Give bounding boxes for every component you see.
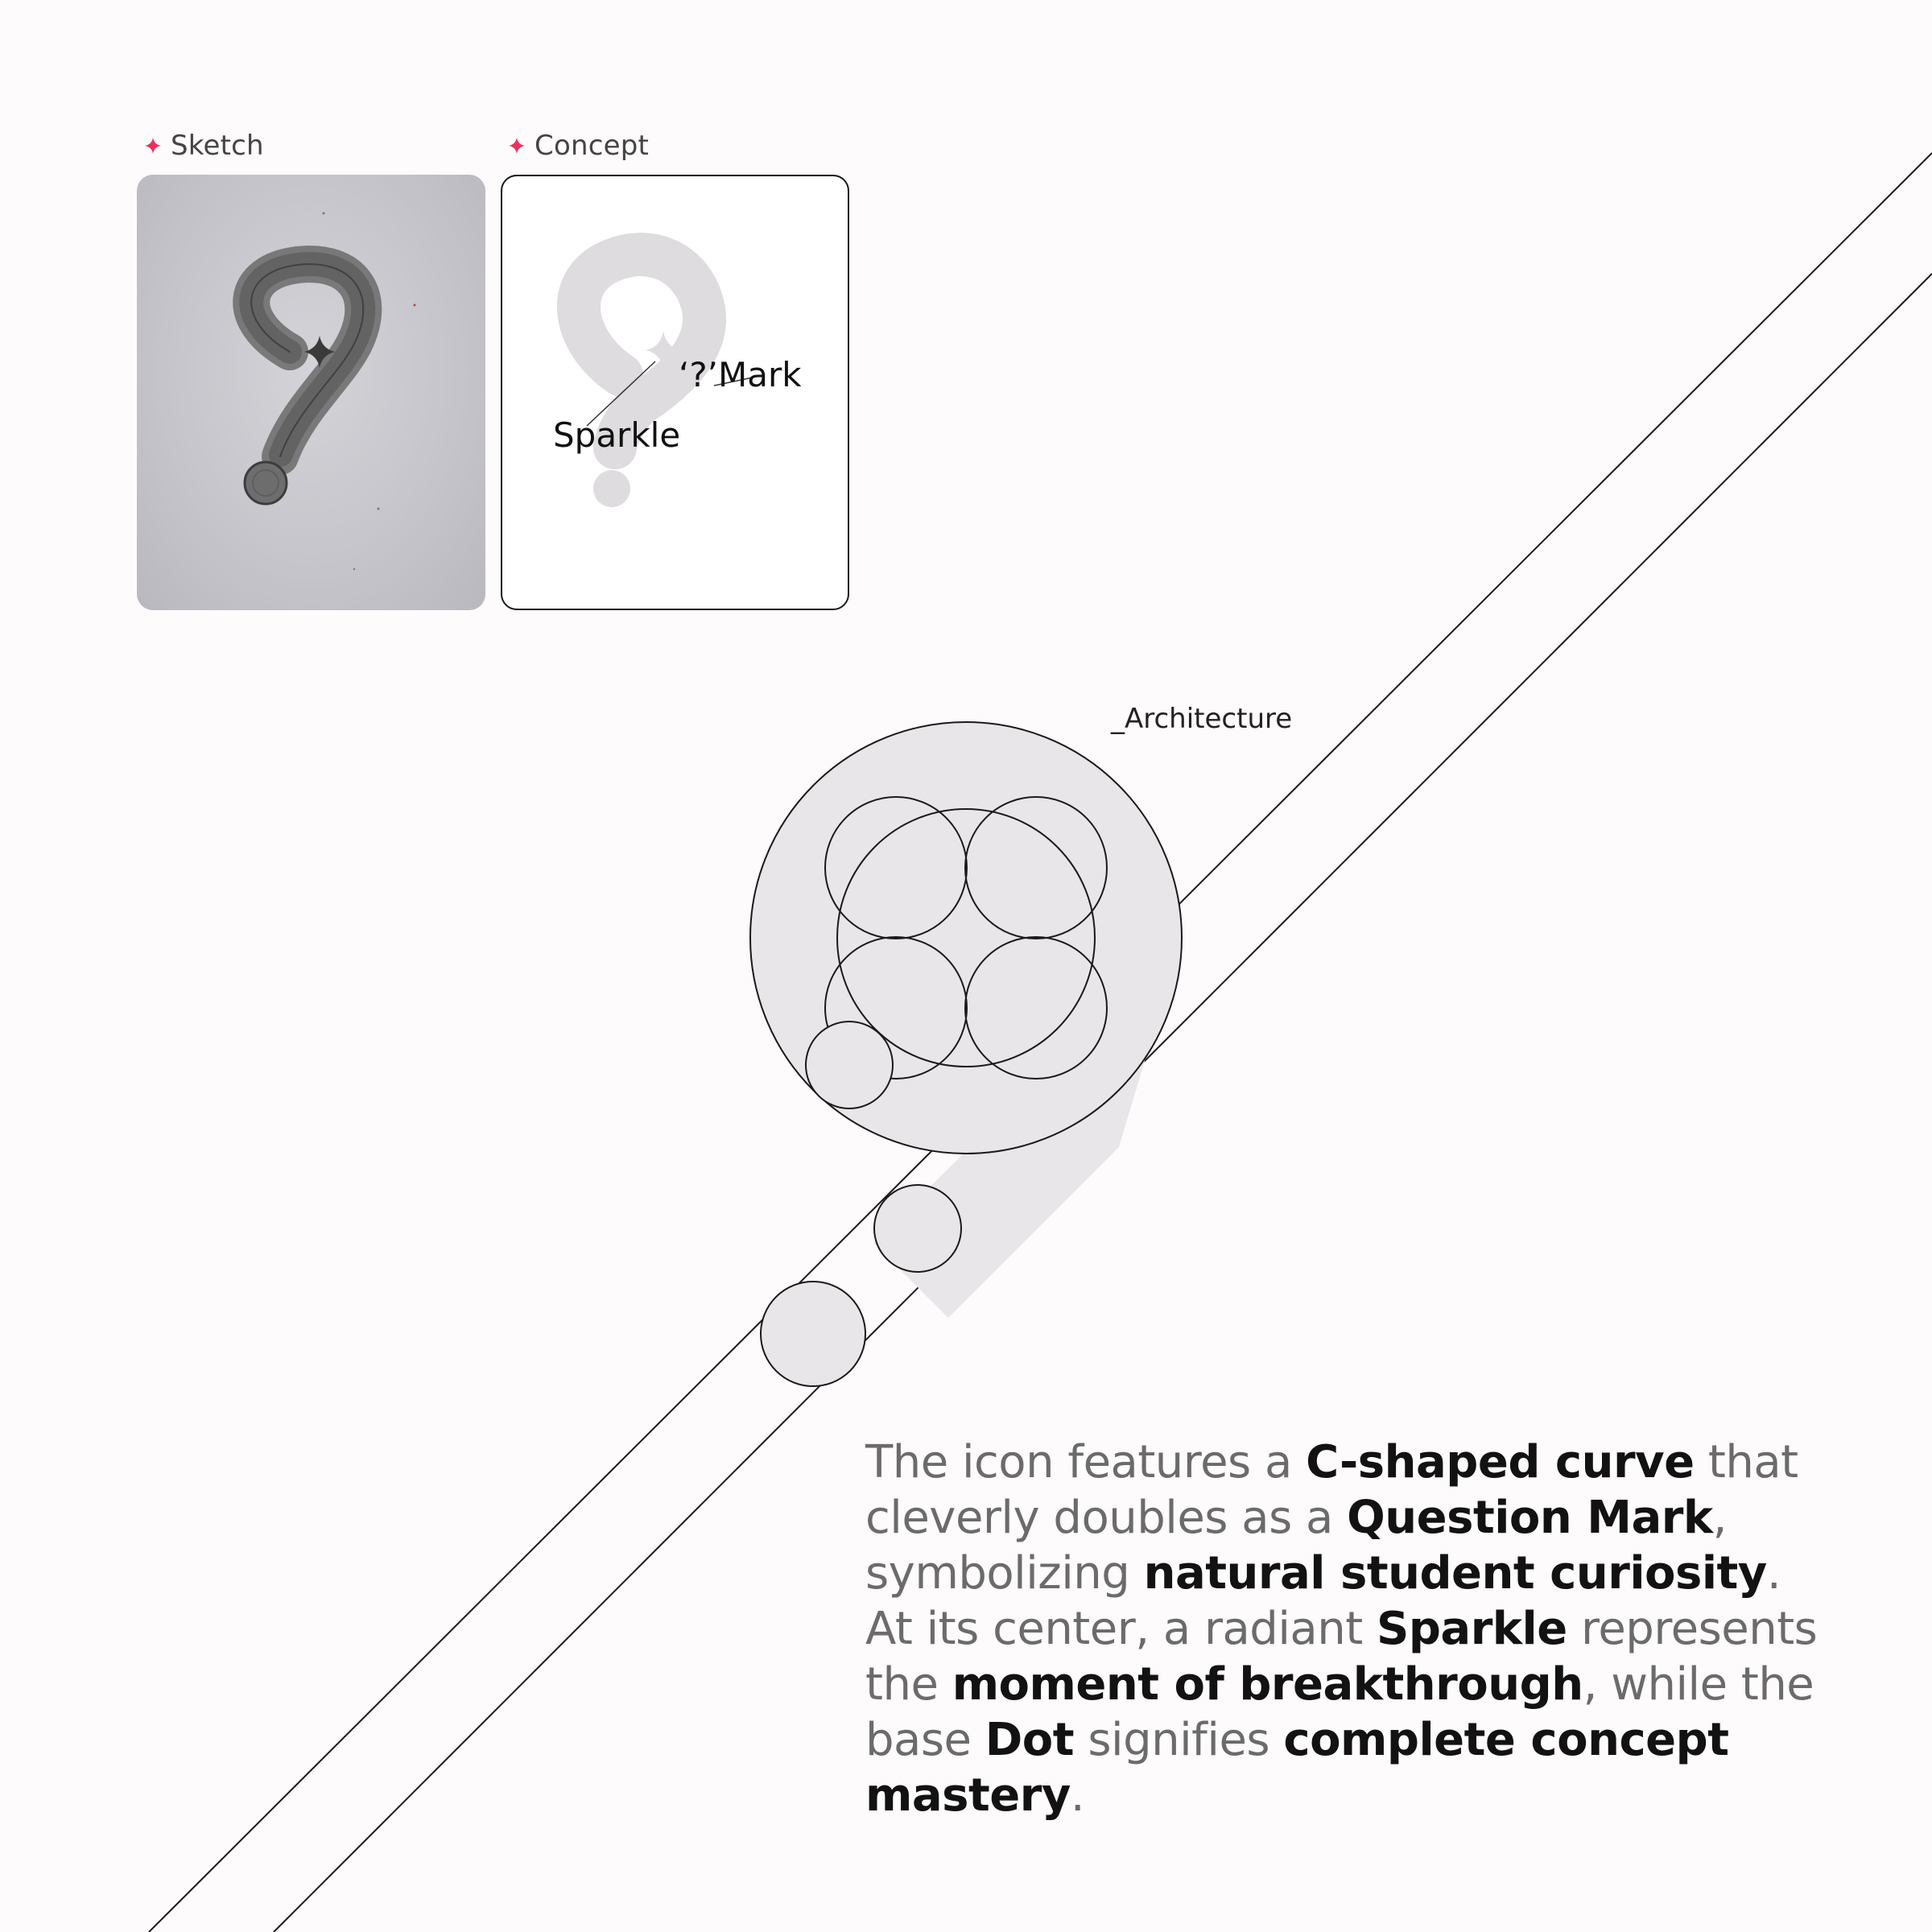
mark-callout: ‘?’Mark — [679, 355, 802, 394]
stem-circle — [874, 1185, 961, 1272]
sparkle-callout: Sparkle — [553, 415, 681, 455]
description-text: The icon features a C-shaped curve that cleverly doubles as a Question Mark, symbolizing natural student curiosity. At its center, a radiant Sparkle represents the moment of breakthrough, while the base Dot signifies complete concept mastery. — [865, 1436, 1818, 1822]
concept-label-text: Concept — [535, 130, 650, 162]
center-circle — [837, 809, 1095, 1067]
sketch-label-text: Sketch — [171, 130, 264, 162]
small-circle — [806, 1022, 893, 1108]
architecture-label: _Architecture — [1111, 703, 1293, 735]
dot-circle — [761, 1282, 865, 1386]
